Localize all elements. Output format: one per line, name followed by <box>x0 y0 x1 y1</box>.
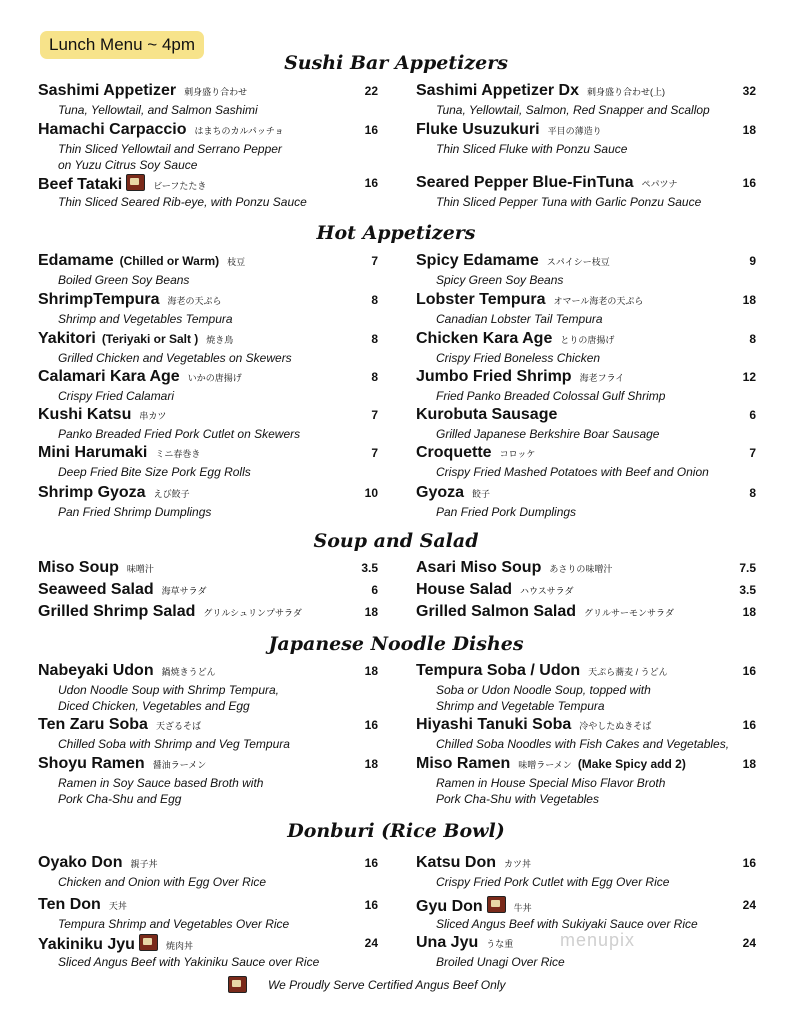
item-description: Boiled Green Soy Beans <box>58 273 190 287</box>
menu-item <box>38 368 378 404</box>
item-name: Mini Harumaki <box>38 444 148 461</box>
menu-item-header <box>38 662 378 682</box>
item-price: 16 <box>364 123 378 137</box>
item-price: 18 <box>742 757 756 771</box>
item-description: Ramen in Soy Sauce based Broth with <box>58 776 264 790</box>
item-name: Sashimi Appetizer <box>38 82 177 99</box>
item-price: 24 <box>742 936 756 950</box>
item-name: Ten Zaru Soba <box>38 716 148 733</box>
item-japanese-name: 餃子 <box>472 489 491 499</box>
item-japanese-name: 天ざるそば <box>155 721 201 731</box>
angus-beef-icon <box>139 934 158 951</box>
menu-item-header <box>416 854 756 874</box>
item-japanese-name: 親子丼 <box>130 859 158 869</box>
menu-item-header <box>416 603 756 623</box>
item-description: Tuna, Yellowtail, Salmon, Red Snapper and Scallop <box>436 103 710 117</box>
menu-item <box>416 121 756 157</box>
section-title: Sushi Bar Appetizers <box>284 52 508 74</box>
item-japanese-name: オマール海老の天ぷら <box>553 296 644 306</box>
item-description: Pork Cha-Shu and Egg <box>58 792 182 806</box>
item-description: Shrimp and Vegetable Tempura <box>436 699 605 713</box>
item-japanese-name: カツ丼 <box>504 859 532 869</box>
menu-item-header <box>416 755 756 775</box>
item-japanese-name: 味噌ラーメン <box>518 760 572 770</box>
item-japanese-name: とりの唐揚げ <box>560 335 615 345</box>
menu-item-header <box>38 291 378 311</box>
menu-item-header <box>38 484 378 504</box>
item-description: Broiled Unagi Over Rice <box>436 955 565 969</box>
menu-item <box>416 716 756 752</box>
item-price: 18 <box>742 123 756 137</box>
item-name: Edamame <box>38 252 114 269</box>
menu-item-header <box>416 484 756 504</box>
item-description: Chilled Soba Noodles with Fish Cakes and Vegetables, <box>436 737 730 751</box>
item-name: Calamari Kara Age <box>38 368 180 385</box>
menu-item <box>416 581 756 601</box>
menu-item <box>416 330 756 366</box>
watermark: menupix <box>560 930 636 950</box>
item-price: 18 <box>364 757 378 771</box>
item-name: Asari Miso Soup <box>416 559 542 576</box>
item-price: 8 <box>371 370 378 384</box>
menu-item <box>38 934 378 970</box>
menu-item-header <box>38 82 378 102</box>
item-name: Ten Don <box>38 896 101 913</box>
item-price: 7 <box>371 408 378 422</box>
item-price: 8 <box>749 486 756 500</box>
item-price: 16 <box>364 898 378 912</box>
item-name: Beef Tataki <box>38 176 123 193</box>
item-japanese-name: ミニ春巻き <box>155 449 201 459</box>
item-price: 7 <box>371 254 378 268</box>
item-price: 6 <box>371 583 378 597</box>
item-description: on Yuzu Citrus Soy Sauce <box>58 158 198 172</box>
item-japanese-name: 刺身盛り合わせ(上) <box>587 87 666 97</box>
menu-item-header <box>416 252 756 272</box>
menu-item <box>416 444 756 480</box>
item-price: 10 <box>364 486 378 500</box>
menu-item-header <box>416 581 756 601</box>
item-name: Fluke Usuzukuri <box>416 121 540 138</box>
item-description: Grilled Chicken and Vegetables on Skewers <box>58 351 292 365</box>
menu-item-header <box>416 896 756 916</box>
item-description: Crispy Fried Boneless Chicken <box>436 351 601 365</box>
menu-item <box>38 603 378 623</box>
item-japanese-name: 串カツ <box>139 411 167 421</box>
item-price: 18 <box>742 293 756 307</box>
section-title: Japanese Noodle Dishes <box>268 633 524 655</box>
item-name: House Salad <box>416 581 513 598</box>
item-note: (Make Spicy add 2) <box>577 757 686 771</box>
menu-item <box>38 252 378 288</box>
menu-item-header <box>416 406 756 426</box>
item-price: 16 <box>364 718 378 732</box>
menu-item-header <box>38 896 378 916</box>
menu-item <box>416 662 756 714</box>
item-price: 8 <box>749 332 756 346</box>
item-description: Panko Breaded Fried Pork Cutlet on Skewers <box>58 427 301 441</box>
menu-item-header <box>38 330 378 350</box>
item-description: Tempura Shrimp and Vegetables Over Rice <box>58 917 290 931</box>
item-name: Jumbo Fried Shrimp <box>416 368 572 385</box>
item-description: Crispy Fried Calamari <box>58 389 175 403</box>
menu-item <box>416 406 756 442</box>
item-description: Pan Fried Shrimp Dumplings <box>58 505 212 519</box>
item-price: 16 <box>742 856 756 870</box>
menu-item-header <box>38 368 378 388</box>
menu-item <box>38 581 378 601</box>
menu-item <box>38 406 378 442</box>
item-price: 32 <box>742 84 756 98</box>
item-price: 6 <box>749 408 756 422</box>
item-japanese-name: 枝豆 <box>227 257 246 267</box>
menu-item-header <box>38 716 378 736</box>
item-name: Gyu Don <box>416 898 483 915</box>
menu-item <box>38 896 378 932</box>
item-japanese-name: 平目の薄造り <box>547 126 602 136</box>
item-description: Crispy Fried Pork Cutlet with Egg Over Rice <box>436 875 670 889</box>
menu-item <box>38 662 378 714</box>
item-japanese-name: えび餃子 <box>153 489 190 499</box>
item-japanese-name: 冷やしたぬきそば <box>579 721 652 731</box>
lunch-menu-badge: Lunch Menu ~ 4pm <box>40 31 204 59</box>
menu-item <box>38 755 378 807</box>
menu-item <box>416 484 756 520</box>
item-name: Shrimp Gyoza <box>38 484 146 501</box>
menu-item <box>38 559 378 579</box>
item-name: Oyako Don <box>38 854 123 871</box>
item-japanese-name: いかの唐揚げ <box>187 373 242 383</box>
item-name: Sashimi Appetizer Dx <box>416 82 580 99</box>
menu-item <box>416 896 756 932</box>
item-japanese-name: 海草サラダ <box>161 586 207 596</box>
item-price: 16 <box>742 718 756 732</box>
item-description: Tuna, Yellowtail, and Salmon Sashimi <box>58 103 258 117</box>
item-name: Miso Soup <box>38 559 119 576</box>
item-name: Shoyu Ramen <box>38 755 145 772</box>
menu-item <box>416 368 756 404</box>
item-name: ShrimpTempura <box>38 291 160 308</box>
angus-beef-icon <box>487 896 506 913</box>
item-japanese-name: 天丼 <box>108 901 127 911</box>
item-name: Seared Pepper Blue-FinTuna <box>416 174 634 191</box>
item-description: Pork Cha-Shu with Vegetables <box>436 792 599 806</box>
menu-item <box>38 121 378 173</box>
menu-item-header <box>416 291 756 311</box>
menu-item-header <box>38 121 378 141</box>
menu-item <box>416 603 756 623</box>
item-japanese-name: 天ぷら蕎麦 / うどん <box>588 667 668 677</box>
menu-item-header <box>38 854 378 874</box>
item-description: Chicken and Onion with Egg Over Rice <box>58 875 267 889</box>
item-price: 3.5 <box>739 583 756 597</box>
item-description: Grilled Japanese Berkshire Boar Sausage <box>436 427 660 441</box>
item-price: 16 <box>742 176 756 190</box>
item-price: 16 <box>364 176 378 190</box>
item-description: Thin Sliced Seared Rib-eye, with Ponzu Sauce <box>58 195 307 209</box>
section-title: Hot Appetizers <box>316 222 476 244</box>
item-name: Katsu Don <box>416 854 496 871</box>
item-name: Spicy Edamame <box>416 252 539 269</box>
menu-item-header <box>416 121 756 141</box>
menu-item-header <box>38 406 378 426</box>
item-name: Croquette <box>416 444 492 461</box>
item-japanese-name: はまちのカルパッチョ <box>194 126 284 136</box>
menu-item-header <box>38 934 378 954</box>
item-name: Yakiniku Jyu <box>38 936 135 953</box>
item-description: Crispy Fried Mashed Potatoes with Beef and Onion <box>436 465 709 479</box>
menu-item <box>416 291 756 327</box>
item-description: Thin Sliced Fluke with Ponzu Sauce <box>436 142 628 156</box>
item-name: Grilled Shrimp Salad <box>38 603 196 620</box>
item-name: Lobster Tempura <box>416 291 546 308</box>
item-description: Sliced Angus Beef with Sukiyaki Sauce over Rice <box>436 917 698 931</box>
item-japanese-name: 海老フライ <box>579 373 625 383</box>
item-price: 24 <box>364 936 378 950</box>
menu-item-header <box>416 174 756 194</box>
item-name: Gyoza <box>416 484 465 501</box>
item-japanese-name: うな重 <box>486 939 514 949</box>
menu-item <box>416 854 756 890</box>
menu-item-header <box>38 581 378 601</box>
menu-item <box>416 82 756 118</box>
item-price: 16 <box>364 856 378 870</box>
item-name: Yakitori <box>38 330 96 347</box>
item-price: 18 <box>364 664 378 678</box>
menu-item <box>416 755 756 807</box>
item-name: Tempura Soba / Udon <box>416 662 581 679</box>
item-note: (Teriyaki or Salt ) <box>101 332 199 346</box>
menu-item-header <box>38 755 378 775</box>
item-japanese-name: 牛丼 <box>513 903 532 913</box>
item-price: 12 <box>742 370 756 384</box>
item-japanese-name: 味噌汁 <box>126 564 154 574</box>
menu-item <box>38 444 378 480</box>
menu-item-header <box>416 662 756 682</box>
menu-item-header <box>416 330 756 350</box>
menu-item <box>38 484 378 520</box>
item-name: Hiyashi Tanuki Soba <box>416 716 572 733</box>
item-japanese-name: スパイシー枝豆 <box>546 257 610 267</box>
menu-item <box>38 82 378 118</box>
item-description: Pan Fried Pork Dumplings <box>436 505 577 519</box>
item-japanese-name: ビーフたたき <box>153 181 207 191</box>
item-description: Udon Noodle Soup with Shrimp Tempura, <box>58 683 280 697</box>
item-price: 7 <box>371 446 378 460</box>
item-japanese-name: 鍋焼きうどん <box>161 667 216 677</box>
item-name: Hamachi Carpaccio <box>38 121 187 138</box>
item-description: Spicy Green Soy Beans <box>436 273 564 287</box>
menu-item <box>416 174 756 210</box>
menu-item-header <box>38 444 378 464</box>
menu-item <box>38 716 378 752</box>
menu-item <box>38 854 378 890</box>
item-description: Thin Sliced Yellowtail and Serrano Pepper <box>58 142 282 156</box>
item-japanese-name: コロッケ <box>499 449 536 459</box>
item-price: 7 <box>749 446 756 460</box>
menu-item <box>38 174 378 210</box>
item-description: Soba or Udon Noodle Soup, topped with <box>436 683 651 697</box>
menu-item <box>416 559 756 579</box>
footer-note: We Proudly Serve Certified Angus Beef Only <box>268 978 506 992</box>
item-price: 9 <box>749 254 756 268</box>
item-price: 16 <box>742 664 756 678</box>
item-japanese-name: 焼き鳥 <box>206 335 234 345</box>
menu-item <box>38 291 378 327</box>
item-price: 18 <box>742 605 756 619</box>
item-name: Nabeyaki Udon <box>38 662 154 679</box>
item-name: Grilled Salmon Salad <box>416 603 577 620</box>
menu-item-header <box>416 368 756 388</box>
item-price: 24 <box>742 898 756 912</box>
menu-item-header <box>416 716 756 736</box>
item-japanese-name: 海老の天ぷら <box>167 296 222 306</box>
menu-item <box>38 330 378 366</box>
item-japanese-name: 醤油ラーメン <box>152 760 207 770</box>
menu-item-header <box>38 174 378 194</box>
item-price: 7.5 <box>739 561 756 575</box>
item-japanese-name: グリルサーモンサラダ <box>584 608 674 618</box>
item-price: 3.5 <box>361 561 378 575</box>
item-japanese-name: あさりの味噌汁 <box>549 564 613 574</box>
section-title: Soup and Salad <box>313 530 479 552</box>
angus-beef-icon <box>126 174 145 191</box>
menu-item-header <box>416 559 756 579</box>
item-description: Ramen in House Special Miso Flavor Broth <box>436 776 666 790</box>
item-price: 18 <box>364 605 378 619</box>
item-japanese-name: 焼肉丼 <box>165 941 193 951</box>
item-japanese-name: ペパツナ <box>641 179 678 189</box>
item-name: Kushi Katsu <box>38 406 132 423</box>
item-price: 8 <box>371 332 378 346</box>
item-price: 22 <box>364 84 378 98</box>
item-name: Miso Ramen <box>416 755 511 772</box>
item-name: Seaweed Salad <box>38 581 154 598</box>
item-name: Chicken Kara Age <box>416 330 553 347</box>
item-name: Una Jyu <box>416 934 479 951</box>
item-price: 8 <box>371 293 378 307</box>
item-japanese-name: ハウスサラダ <box>520 586 574 596</box>
menu-item-header <box>416 82 756 102</box>
angus-beef-icon <box>228 976 247 993</box>
menu-item-header <box>38 603 378 623</box>
section-title: Donburi (Rice Bowl) <box>287 820 505 842</box>
menu-item-header <box>38 252 378 272</box>
item-japanese-name: グリルシュリンプサラダ <box>203 608 302 618</box>
item-description: Thin Sliced Pepper Tuna with Garlic Ponzu Sauce <box>436 195 702 209</box>
menu-item-header <box>416 444 756 464</box>
item-name: Kurobuta Sausage <box>416 406 558 423</box>
item-description: Chilled Soba with Shrimp and Veg Tempura <box>58 737 290 751</box>
item-note: (Chilled or Warm) <box>119 254 220 268</box>
item-description: Shrimp and Vegetables Tempura <box>58 312 233 326</box>
menu-item-header <box>38 559 378 579</box>
item-description: Diced Chicken, Vegetables and Egg <box>58 699 250 713</box>
item-description: Deep Fried Bite Size Pork Egg Rolls <box>58 465 251 479</box>
item-description: Canadian Lobster Tail Tempura <box>436 312 603 326</box>
menu-item <box>416 252 756 288</box>
item-description: Fried Panko Breaded Colossal Gulf Shrimp <box>436 389 666 403</box>
item-description: Sliced Angus Beef with Yakiniku Sauce over Rice <box>58 955 320 969</box>
item-japanese-name: 刺身盛り合わせ <box>184 87 248 97</box>
